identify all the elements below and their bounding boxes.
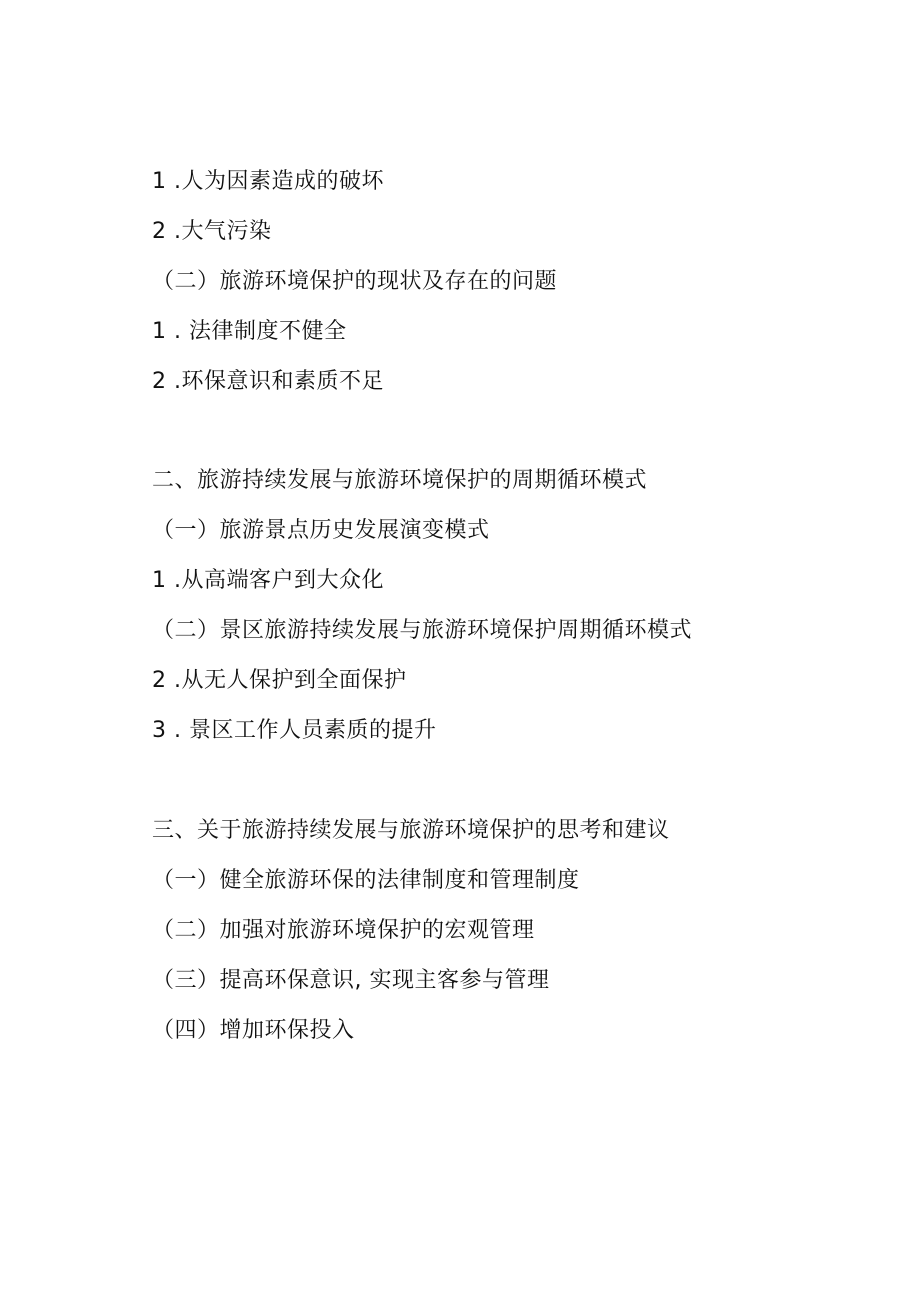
item-air-pollution: 2 .大气污染 xyxy=(152,219,272,244)
subheading-awareness-participation: （三）提高环保意识, 实现主客参与管理 xyxy=(152,968,550,993)
subheading-legal-management: （一）健全旅游环保的法律制度和管理制度 xyxy=(152,868,580,893)
item-high-end-to-mass: 1 .从高端客户到大众化 xyxy=(152,568,384,593)
item-staff-quality: 3 . 景区工作人员素质的提升 xyxy=(152,718,437,743)
item-legal-system: 1 . 法律制度不健全 xyxy=(152,319,347,344)
subheading-investment: （四）增加环保投入 xyxy=(152,1018,355,1043)
item-awareness: 2 .环保意识和素质不足 xyxy=(152,369,384,394)
section-heading-2: 二、旅游持续发展与旅游环境保护的周期循环模式 xyxy=(152,468,648,493)
subheading-evolution-model: （一）旅游景点历史发展演变模式 xyxy=(152,518,490,543)
subheading-cycle-model: （二）景区旅游持续发展与旅游环境保护周期循环模式 xyxy=(152,618,693,643)
subheading-current-status: （二）旅游环境保护的现状及存在的问题 xyxy=(152,269,558,294)
section-heading-3: 三、关于旅游持续发展与旅游环境保护的思考和建议 xyxy=(152,818,670,843)
item-full-protection: 2 .从无人保护到全面保护 xyxy=(152,668,407,693)
subheading-macro-management: （二）加强对旅游环境保护的宏观管理 xyxy=(152,918,535,943)
item-human-damage: 1 .人为因素造成的破坏 xyxy=(152,169,384,194)
